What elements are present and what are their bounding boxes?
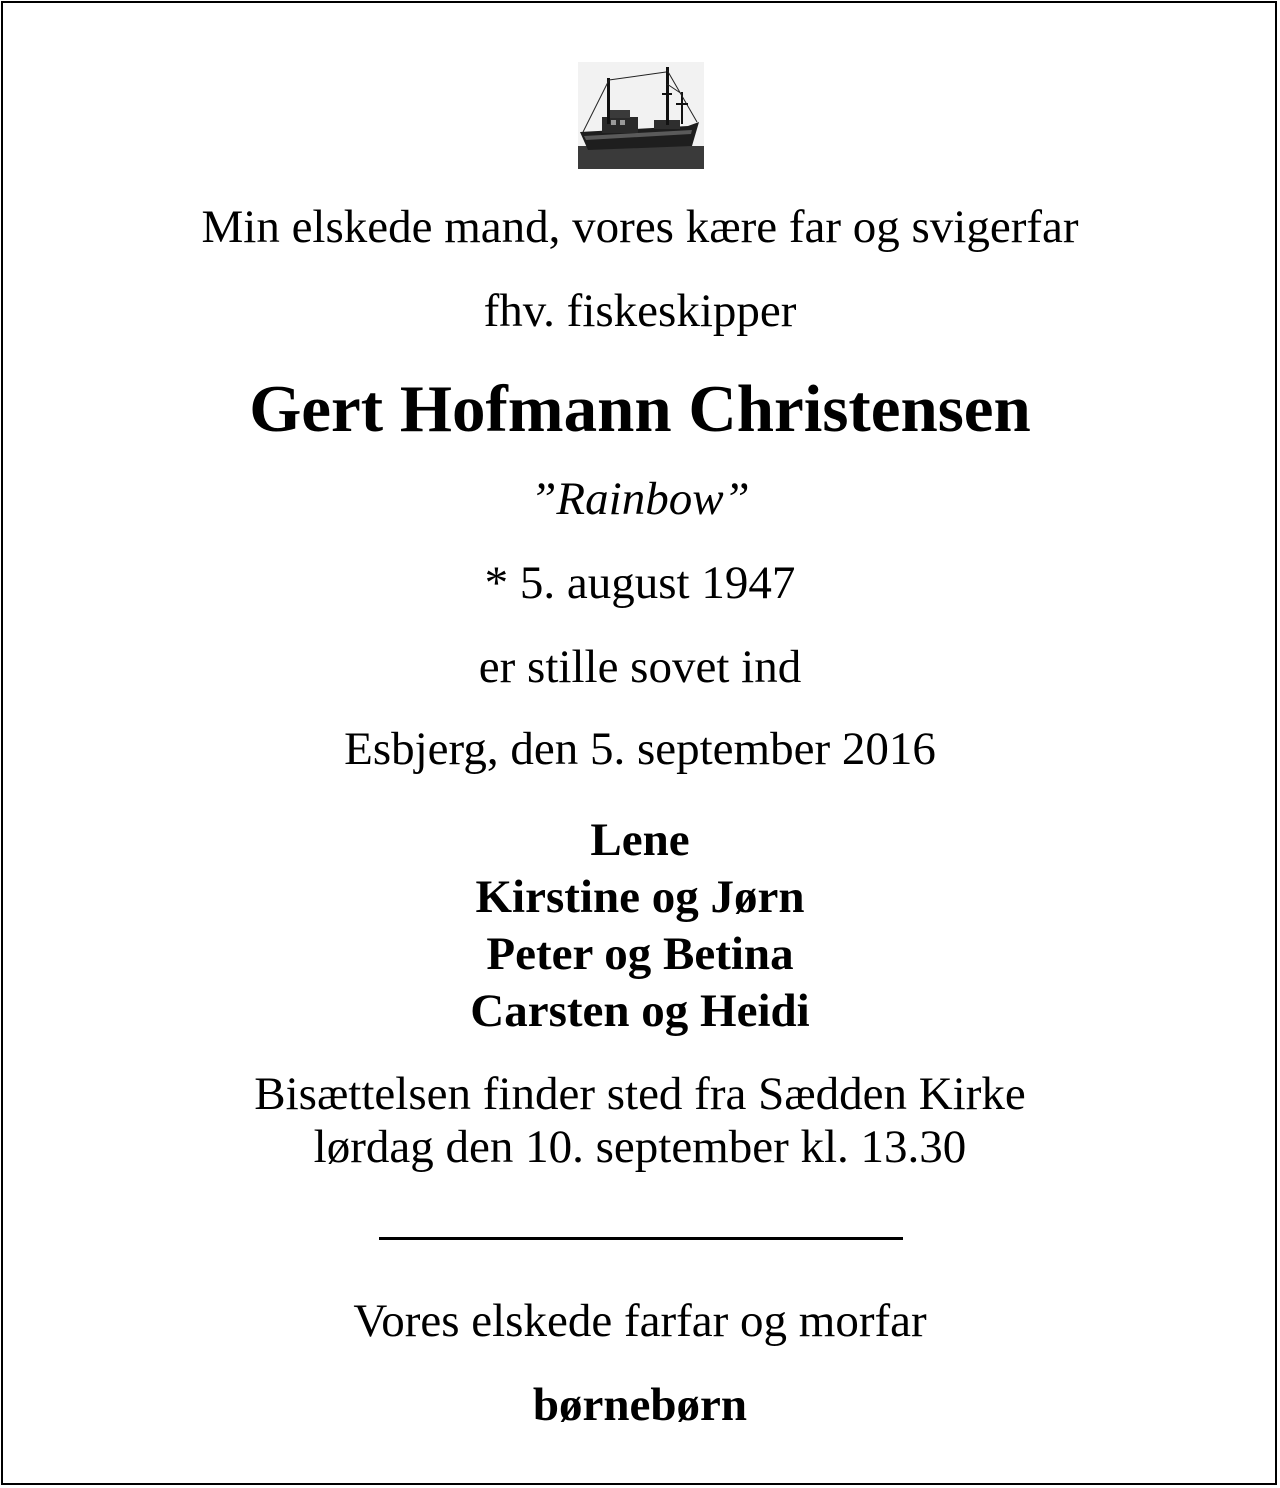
section-divider	[379, 1237, 903, 1240]
family-member: Carsten og Heidi	[470, 985, 810, 1037]
birth-date: * 5. august 1947	[484, 557, 796, 609]
funeral-info	[0, 1068, 1280, 1174]
nickname: ”Rainbow”	[530, 473, 750, 525]
funeral-location: Bisættelsen finder sted fra Sædden Kirke	[254, 1068, 1026, 1120]
fishing-boat-icon	[578, 62, 704, 169]
family-member: Peter og Betina	[486, 928, 794, 980]
grandchildren-intro: Vores elskede farfar og morfar	[353, 1295, 927, 1347]
deceased-name: Gert Hofmann Christensen	[249, 372, 1031, 446]
grandchildren-signature: børnebørn	[532, 1379, 748, 1431]
family-member: Lene	[590, 814, 690, 866]
place-and-date: Esbjerg, den 5. september 2016	[344, 723, 936, 775]
intro-text: Min elskede mand, vores kære far og svigerfar	[201, 201, 1079, 253]
funeral-datetime: lørdag den 10. september kl. 13.30	[313, 1121, 967, 1173]
family-member: Kirstine og Jørn	[475, 871, 805, 923]
family-signatures	[0, 812, 1280, 1040]
passing-text: er stille sovet ind	[478, 641, 802, 693]
occupation-title: fhv. fiskeskipper	[483, 285, 797, 337]
